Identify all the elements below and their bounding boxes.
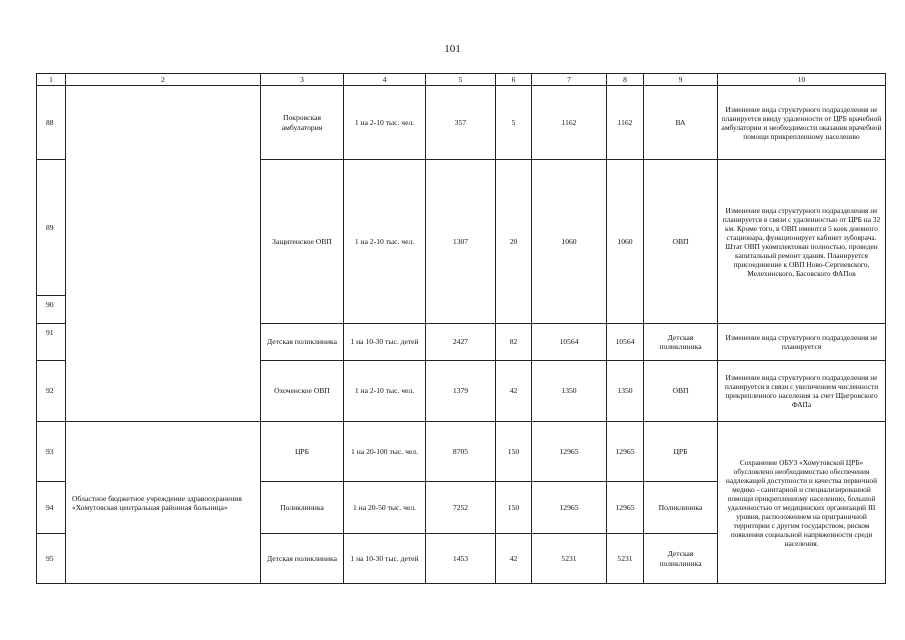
unit-norm: 1 на 20-50 тыс. чел. — [344, 482, 426, 534]
cell-col7: 1350 — [532, 361, 607, 422]
cell-col5: 1307 — [426, 160, 496, 324]
header-cell: 6 — [496, 74, 532, 86]
comment-cell: Изменение вида структурного подразделения не планируется в связи с увеличением численности прикрепленного населения за счет Щигровского ФАПа — [718, 361, 886, 422]
cell-col6: 82 — [496, 324, 532, 361]
header-cell: 10 — [718, 74, 886, 86]
unit-name: Покровская амбулатория — [261, 86, 344, 160]
cell-col7: 12965 — [532, 422, 607, 482]
cell-col6: 150 — [496, 422, 532, 482]
cell-col8: 1350 — [607, 361, 644, 422]
comment-cell: Изменение вида структурного подразделения не планируется ввиду удаленности от ЦРБ врачебной амбулатории и необходимости оказания врачебной помощи прикрепленному населению — [718, 86, 886, 160]
cell-col9: Поликлиника — [644, 482, 718, 534]
unit-norm: 1 на 2-10 тыс. чел. — [344, 160, 426, 324]
cell-col6: 150 — [496, 482, 532, 534]
unit-name: Детская поликлиника — [261, 324, 344, 361]
cell-col7: 12965 — [532, 482, 607, 534]
cell-col5: 8705 — [426, 422, 496, 482]
cell-col9: Детская поликлиника — [644, 534, 718, 584]
unit-norm: 1 на 10-30 тыс. детей — [344, 324, 426, 361]
comment-cell: Изменение вида структурного подразделения не планируется — [718, 324, 886, 361]
row-number: 95 — [37, 534, 66, 584]
header-cell: 7 — [532, 74, 607, 86]
unit-norm: 1 на 2-10 тыс. чел. — [344, 361, 426, 422]
unit-name: Защитенское ОВП — [261, 160, 344, 324]
unit-norm: 1 на 20-100 тыс. чел. — [344, 422, 426, 482]
unit-norm: 1 на 2-10 тыс. чел. — [344, 86, 426, 160]
cell-col9: Детская поликлиника — [644, 324, 718, 361]
row-number: 90 — [37, 296, 66, 324]
row-number: 88 — [37, 86, 66, 160]
cell-col5: 7252 — [426, 482, 496, 534]
cell-col8: 5231 — [607, 534, 644, 584]
header-row — [37, 74, 886, 86]
cell-col5: 357 — [426, 86, 496, 160]
unit-name: ЦРБ — [261, 422, 344, 482]
cell-col8: 1162 — [607, 86, 644, 160]
unit-name: Охоченское ОВП — [261, 361, 344, 422]
cell-col7: 10564 — [532, 324, 607, 361]
cell-col8: 12965 — [607, 482, 644, 534]
table-row — [37, 422, 886, 482]
header-cell: 9 — [644, 74, 718, 86]
cell-col9: ОВП — [644, 361, 718, 422]
cell-col9: ОВП — [644, 160, 718, 324]
comment-cell: Сохранение ОБУЗ «Хомутовской ЦРБ» обусловлено необходимостью обеспечения надлежащей доступности и качества первичной медико - санитарной и специализированной помощи прикрепленному населению, большой удаленностью от медицинских организаций III уровня, расположением на приграничной территории с другим государством, риском появления социальной напряженности среди населения. — [718, 422, 886, 584]
cell-col6: 5 — [496, 86, 532, 160]
row-number: 89 — [37, 160, 66, 296]
cell-col5: 1379 — [426, 361, 496, 422]
organization-cell-empty — [66, 86, 261, 422]
header-cell: 8 — [607, 74, 644, 86]
unit-name: Детская поликлиника — [261, 534, 344, 584]
healthcare-units-table — [36, 73, 886, 584]
cell-col7: 1060 — [532, 160, 607, 324]
document-table-wrapper — [36, 73, 886, 584]
cell-col5: 2427 — [426, 324, 496, 361]
cell-col9: ЦРБ — [644, 422, 718, 482]
cell-col5: 1453 — [426, 534, 496, 584]
cell-col6: 42 — [496, 361, 532, 422]
row-number: 94 — [37, 482, 66, 534]
header-cell: 4 — [344, 74, 426, 86]
header-cell: 3 — [261, 74, 344, 86]
row-number: 92 — [37, 361, 66, 422]
cell-col8: 1060 — [607, 160, 644, 324]
page-number: 101 — [444, 43, 461, 55]
cell-col8: 12965 — [607, 422, 644, 482]
cell-col6: 42 — [496, 534, 532, 584]
row-number: 93 — [37, 422, 66, 482]
cell-col7: 5231 — [532, 534, 607, 584]
cell-col8: 10564 — [607, 324, 644, 361]
comment-cell: Изменение вида структурного подразделения не планируется в связи с удаленностью от ЦРБ на 32 км. Кроме того, в ОВП имеются 5 коек дневного стационара, функционирует кабинет зубоврача. Штат ОВП укомплектован полностью, проведен капитальный ремонт здания. Планируется присоединение к ОВП Ново-Сергиевского, Мелехинского, Басовского ФАПов — [718, 160, 886, 324]
unit-name: Поликлиника — [261, 482, 344, 534]
cell-col9: ВА — [644, 86, 718, 160]
cell-col7: 1162 — [532, 86, 607, 160]
row-number: 91 — [37, 324, 66, 361]
header-cell: 5 — [426, 74, 496, 86]
header-cell: 1 — [37, 74, 66, 86]
cell-col6: 20 — [496, 160, 532, 324]
organization-name: Областное бюджетное учреждение здравоохранения «Хомутовская центральная районная больница» — [66, 422, 261, 584]
unit-norm: 1 на 10-30 тыс. детей — [344, 534, 426, 584]
table-row — [37, 86, 886, 160]
header-cell: 2 — [66, 74, 261, 86]
